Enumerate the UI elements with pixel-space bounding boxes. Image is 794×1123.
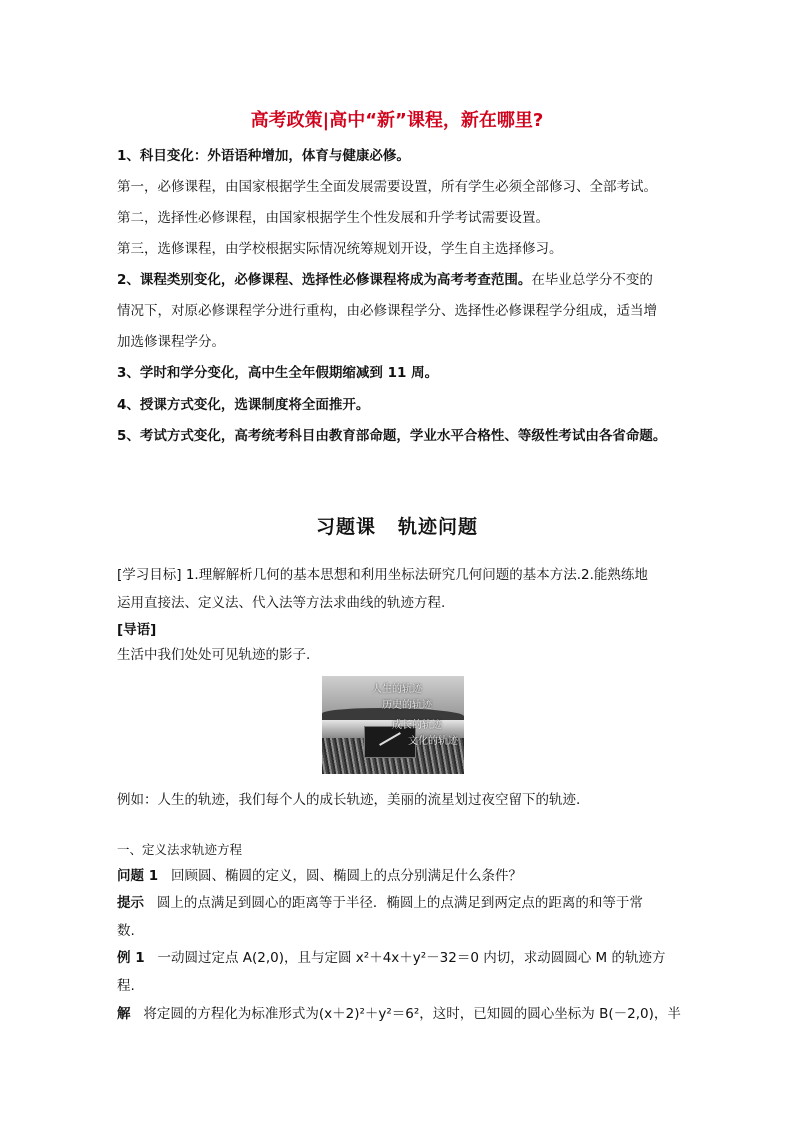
policy-item-2-line-3: 加选修课程学分。: [117, 334, 225, 350]
solution-label: 解: [117, 1006, 131, 1022]
learning-goal-text-2: 运用直接法、定义法、代入法等方法求曲线的轨迹方程.: [117, 595, 446, 611]
photo-caption-2: 历史的轨迹: [382, 700, 432, 711]
example-1-label: 例 1: [117, 950, 145, 966]
policy-item-4: 4、授课方式变化，选课制度将全面推开。: [117, 397, 370, 413]
policy-item-2-text: 在毕业总学分不变的: [531, 272, 653, 288]
learning-goal-line-1: [117, 565, 648, 585]
solution-text: 将定圆的方程化为标准形式为(x＋2)²＋y²＝6²，这时，已知圆的圆心坐标为 B(－2,0)，半: [143, 1006, 681, 1022]
hint-text-2: 数.: [117, 923, 135, 939]
section-1-heading: 一、定义法求轨迹方程: [117, 842, 243, 857]
trajectory-photo: [322, 676, 464, 774]
question-1: [117, 866, 522, 886]
lesson-title-b: 轨迹问题: [398, 516, 479, 538]
policy-item-2-heading: 2、课程类别变化，必修课程、选择性必修课程将成为高考考查范围。: [117, 272, 532, 288]
hint-label: 提示: [117, 895, 144, 911]
example-1-text: 一动圆过定点 A(2,0)，且与定圆 x²＋4x＋y²－32＝0 内切，求动圆圆心 M 的轨迹方: [157, 950, 666, 966]
policy-item-2-line-2: 情况下，对原必修课程学分进行重构，由必修课程学分、选择性必修课程学分组成，适当增: [117, 303, 657, 319]
policy-item-1-para-1: 第一，必修课程，由国家根据学生全面发展需要设置，所有学生必须全部修习、全部考试。: [117, 179, 657, 195]
policy-item-1: 1、科目变化：外语语种增加，体育与健康必修。: [117, 148, 410, 164]
example-1-line-1: [117, 948, 665, 968]
example-1-text-2: 程.: [117, 978, 135, 994]
policy-item-1-para-3: 第三，选修课程，由学校根据实际情况统筹规划开设，学生自主选择修习。: [117, 241, 563, 257]
photo-caption-1: 人生的轨迹: [372, 684, 422, 695]
example-text: 例如：人生的轨迹，我们每个人的成长轨迹，美丽的流星划过夜空留下的轨迹.: [117, 792, 581, 808]
policy-item-3: 3、学时和学分变化，高中生全年假期缩减到 11 周。: [117, 365, 439, 381]
intro-label: [导语]: [117, 622, 157, 638]
question-1-text: 回顾圆、椭圆的定义，圆、椭圆上的点分别满足什么条件？: [170, 868, 522, 884]
solution-line-1: [117, 1004, 681, 1024]
policy-title: 高考政策|高中“新”课程，新在哪里?: [250, 110, 544, 131]
question-1-label: 问题 1: [117, 868, 159, 884]
policy-item-1-para-2: 第二，选择性必修课程，由国家根据学生个性发展和升学考试需要设置。: [117, 210, 549, 226]
hint-text-1: 圆上的点满足到圆心的距离等于半径．椭圆上的点满足到两定点的距离的和等于常: [156, 895, 643, 911]
lesson-title: [0, 512, 794, 539]
hint-line-1: [117, 893, 643, 913]
lesson-title-a: 习题课: [315, 516, 376, 538]
learning-goal-label: [学习目标]: [117, 567, 182, 583]
learning-goal-text-1: 1.理解解析几何的基本思想和利用坐标法研究几何问题的基本方法.2.能熟练地: [185, 567, 648, 583]
intro-text: 生活中我们处处可见轨迹的影子.: [117, 647, 311, 663]
policy-item-2-line-1: [117, 270, 653, 290]
policy-item-5: 5、考试方式变化，高考统考科目由教育部命题，学业水平合格性、等级性考试由各省命题。: [117, 428, 667, 444]
photo-caption-4: 文化的轨迹: [408, 736, 458, 747]
photo-caption-3: 成长的轨迹: [392, 720, 442, 731]
